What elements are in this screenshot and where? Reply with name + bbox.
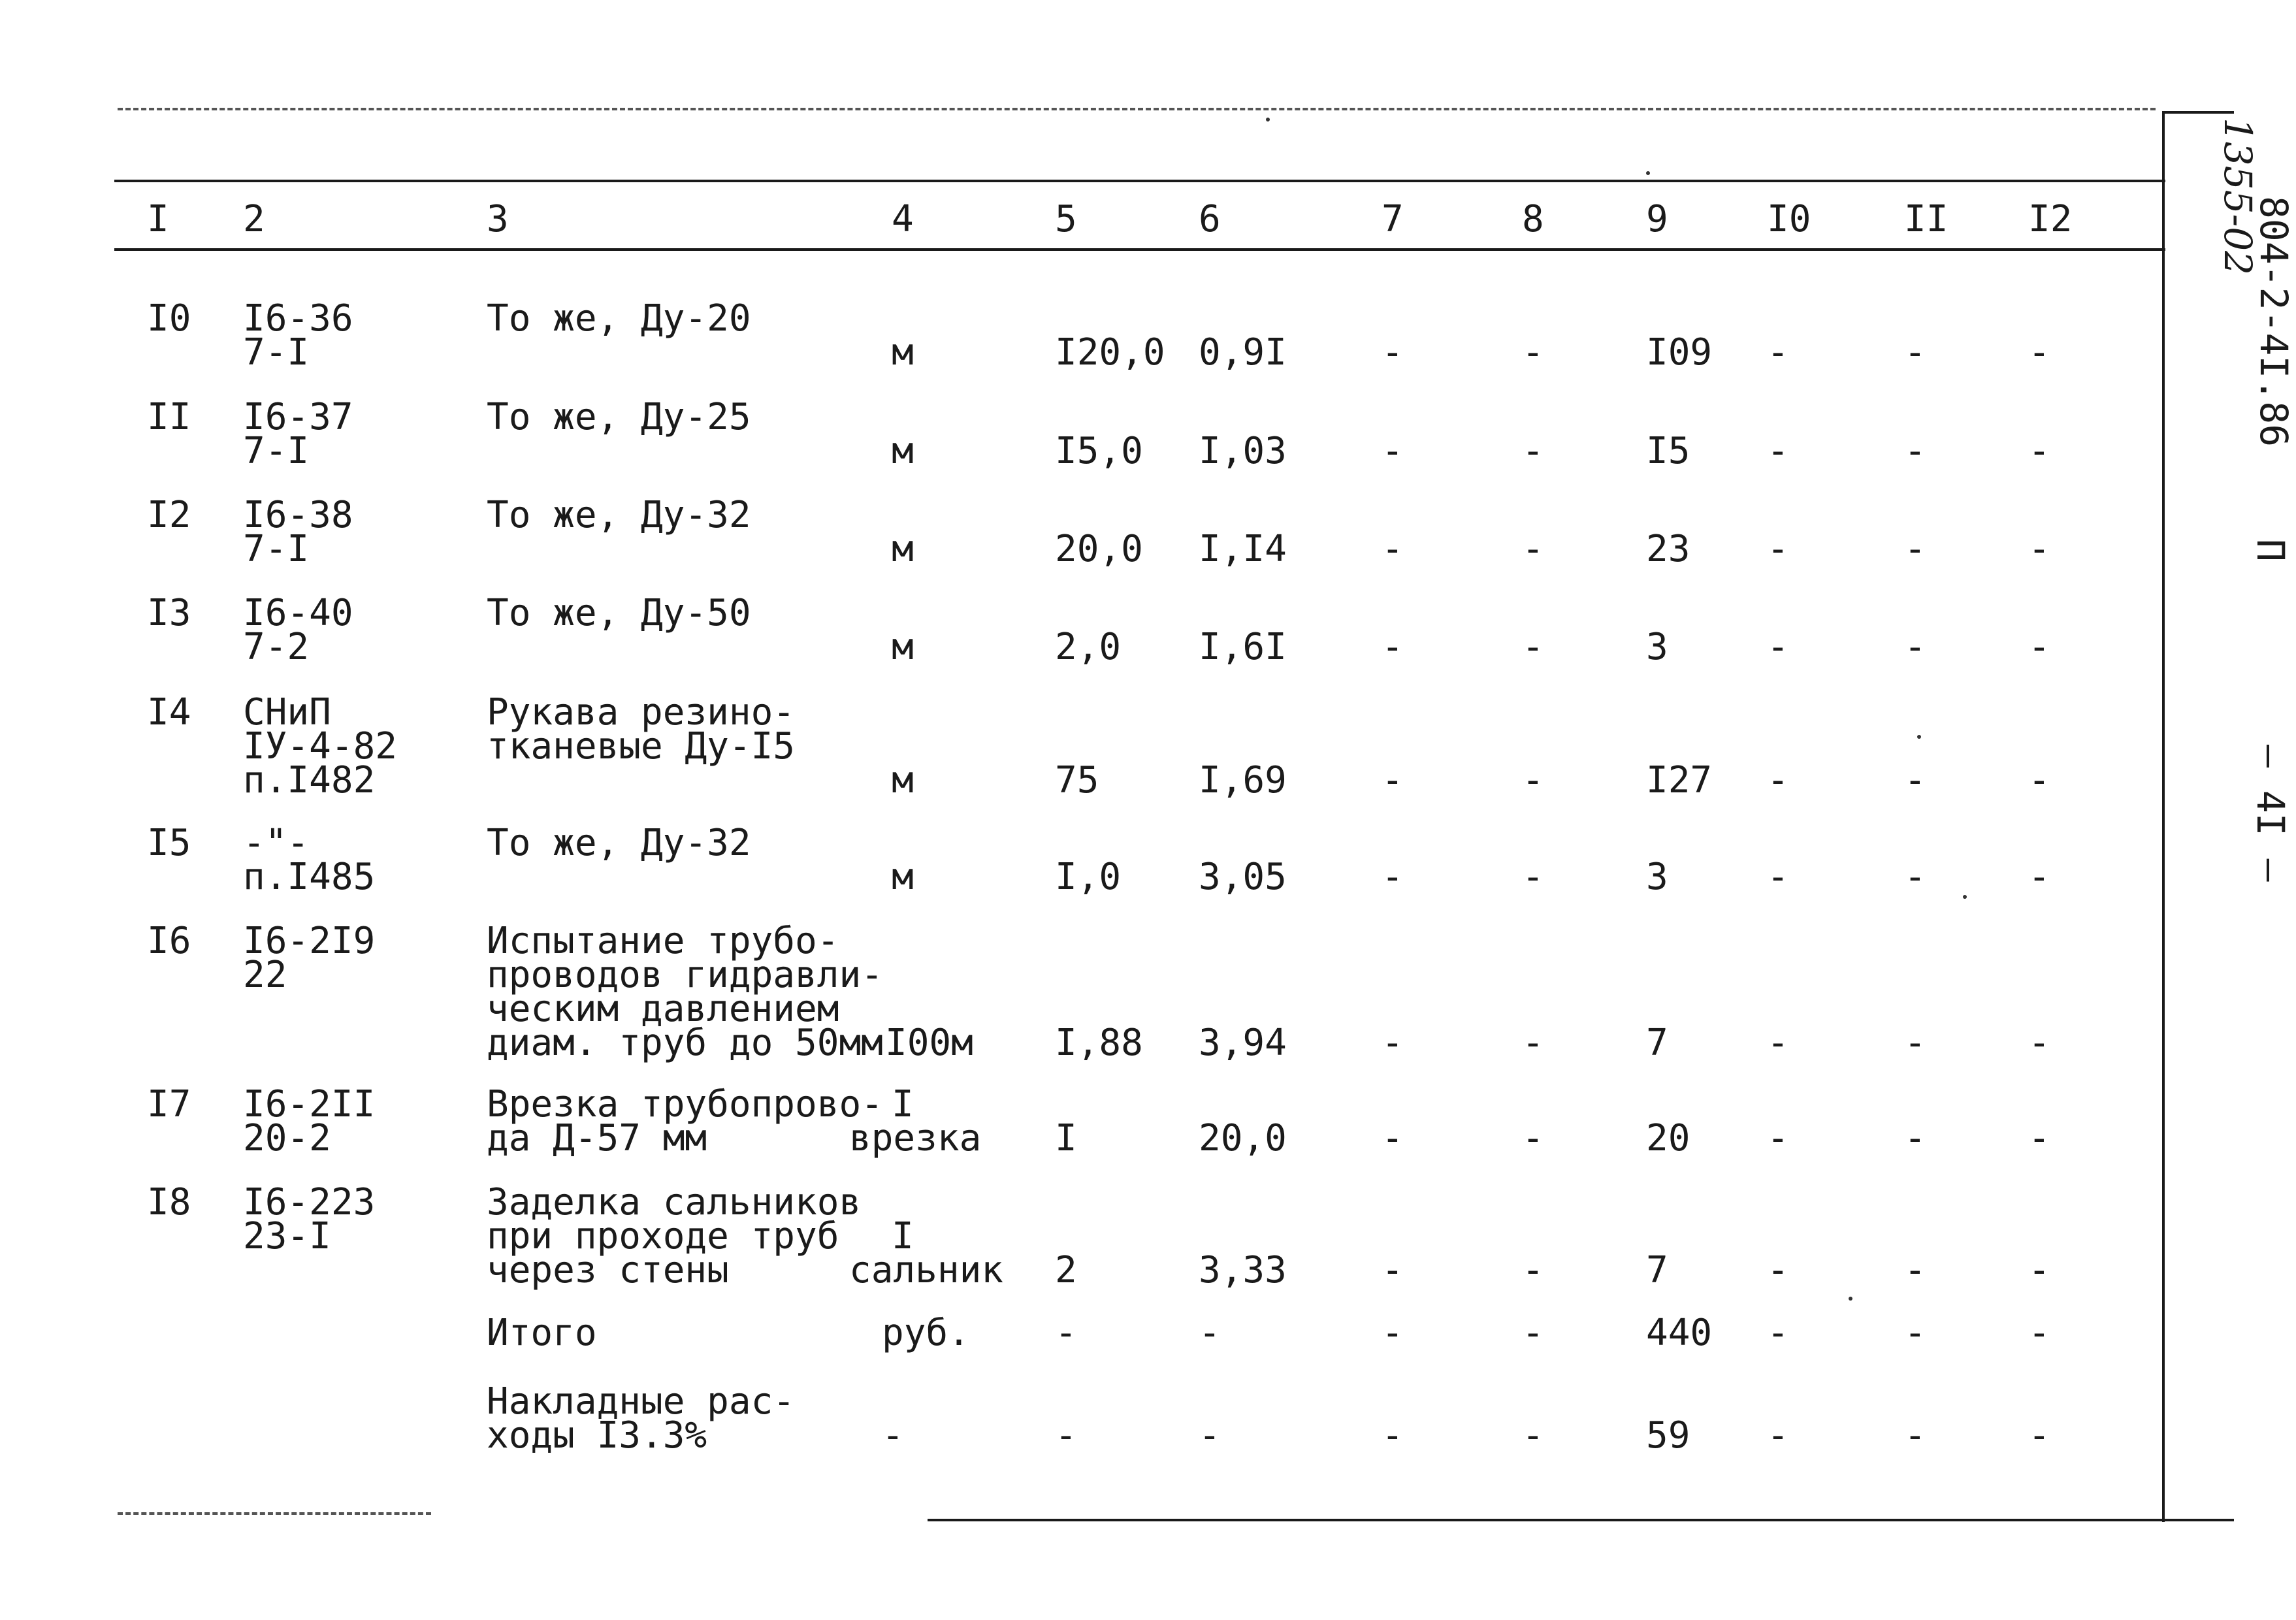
work-description: Врезка трубопрово- [487,1083,883,1126]
column-5-value: - [1055,1312,1077,1354]
column-header: I [147,198,169,240]
column-7-value: - [1382,759,1404,802]
header-top-rule [114,180,2165,182]
column-header: I2 [2028,198,2073,240]
column-header: 4 [892,198,914,240]
scan-speck [1917,735,1921,739]
column-5-value: 2 [1055,1249,1077,1291]
column-8-value: - [1522,1312,1544,1354]
column-12-value: - [2028,1312,2050,1354]
column-7-value: - [1382,1249,1404,1291]
rate-code: I6-37 [243,396,353,438]
scan-speck [1266,118,1270,122]
row-number: I4 [147,691,191,734]
column-11-value: - [1904,528,1926,570]
work-description: Испытание трубо- [487,920,839,962]
rate-code: 20-2 [243,1117,331,1159]
column-9-value: 3 [1646,626,1668,668]
bottom-border-right [928,1519,2162,1521]
column-9-value: 23 [1646,528,1690,570]
column-12-value: - [2028,430,2050,472]
column-7-value: - [1382,1117,1404,1159]
row-number: I6 [147,920,191,962]
column-8-value: - [1522,856,1544,898]
column-8-value: - [1522,626,1544,668]
column-10-value: - [1767,1022,1789,1064]
column-7-value: - [1382,430,1404,472]
column-header: 3 [487,198,509,240]
right-frame-line [2162,111,2165,1522]
row-number: I0 [147,297,191,340]
unit: I [892,1083,914,1126]
column-10-value: - [1767,856,1789,898]
column-11-value: - [1904,626,1926,668]
column-11-value: - [1904,1117,1926,1159]
work-description: Заделка сальников [487,1181,862,1223]
column-8-value: - [1522,759,1544,802]
unit: - [882,1414,904,1457]
unit: м [892,331,914,374]
work-description: Итого [487,1312,597,1354]
column-12-value: - [2028,759,2050,802]
column-5-value: I,88 [1055,1022,1143,1064]
work-description: Рукава резино- [487,691,796,734]
column-6-value: I,I4 [1199,528,1287,570]
rate-code: I6-38 [243,494,353,536]
column-12-value: - [2028,1117,2050,1159]
column-9-value: 59 [1646,1414,1690,1457]
unit: м [892,528,914,570]
column-7-value: - [1382,1414,1404,1457]
column-9-value: I09 [1646,331,1713,374]
column-5-value: I,0 [1055,856,1122,898]
column-11-value: - [1904,759,1926,802]
column-8-value: - [1522,1414,1544,1457]
column-10-value: - [1767,1414,1789,1457]
row-number: II [147,396,191,438]
column-header: 7 [1382,198,1404,240]
column-11-value: - [1904,1249,1926,1291]
rate-code: п.I485 [243,856,376,898]
column-11-value: - [1904,1312,1926,1354]
rate-code: СНиП [243,691,331,734]
column-8-value: - [1522,1117,1544,1159]
column-5-value: I [1055,1117,1077,1159]
column-header: 5 [1055,198,1077,240]
column-11-value: - [1904,1414,1926,1457]
column-9-value: 7 [1646,1249,1668,1291]
right-margin-top [2162,111,2234,114]
column-9-value: 7 [1646,1022,1668,1064]
handwritten-number: 1355-02 [2216,118,2260,276]
rate-code: I6-2II [243,1083,376,1126]
column-8-value: - [1522,1249,1544,1291]
column-6-value: I,69 [1199,759,1287,802]
column-7-value: - [1382,528,1404,570]
rate-code: 23-I [243,1215,331,1257]
column-10-value: - [1767,528,1789,570]
work-description: при проходе труб [487,1215,839,1257]
column-5-value: 20,0 [1055,528,1143,570]
column-10-value: - [1767,626,1789,668]
unit: врезка [849,1117,982,1159]
column-7-value: - [1382,1022,1404,1064]
row-number: I7 [147,1083,191,1126]
unit: м [892,626,914,668]
column-12-value: - [2028,528,2050,570]
column-5-value: - [1055,1414,1077,1457]
unit: I [892,1215,914,1257]
column-6-value: 3,33 [1199,1249,1287,1291]
column-6-value: - [1199,1312,1221,1354]
work-description: То же, Ду-20 [487,297,751,340]
column-header: 6 [1199,198,1221,240]
work-description: ческим давлением [487,988,839,1030]
column-10-value: - [1767,1117,1789,1159]
column-5-value: I20,0 [1055,331,1165,374]
column-6-value: I,03 [1199,430,1287,472]
column-6-value: - [1199,1414,1221,1457]
unit: I00м [885,1022,973,1064]
column-11-value: - [1904,331,1926,374]
row-number: I3 [147,592,191,634]
work-description: То же, Ду-50 [487,592,751,634]
right-margin-bottom [2162,1519,2234,1521]
rate-code: IУ-4-82 [243,725,398,768]
unit: руб. [882,1312,970,1354]
column-11-value: - [1904,856,1926,898]
column-12-value: - [2028,1249,2050,1291]
column-10-value: - [1767,1249,1789,1291]
work-description: тканевые Ду-I5 [487,725,796,768]
section-mark: П [2248,539,2293,562]
column-5-value: I5,0 [1055,430,1143,472]
rate-code: 22 [243,954,287,996]
column-11-value: - [1904,430,1926,472]
column-12-value: - [2028,331,2050,374]
column-10-value: - [1767,1312,1789,1354]
column-12-value: - [2028,1022,2050,1064]
rate-code: I6-40 [243,592,353,634]
column-5-value: 2,0 [1055,626,1122,668]
column-12-value: - [2028,856,2050,898]
column-header: 9 [1646,198,1668,240]
column-8-value: - [1522,331,1544,374]
work-description: То же, Ду-25 [487,396,751,438]
column-header: I0 [1767,198,1811,240]
column-9-value: 20 [1646,1117,1690,1159]
column-12-value: - [2028,1414,2050,1457]
unit: м [892,856,914,898]
column-6-value: 3,94 [1199,1022,1287,1064]
column-7-value: - [1382,1312,1404,1354]
work-description: проводов гидравли- [487,954,883,996]
column-9-value: 3 [1646,856,1668,898]
column-6-value: I,6I [1199,626,1287,668]
rate-code: 7-I [243,331,310,374]
work-description: То же, Ду-32 [487,822,751,864]
document-number: 804-2-4I.86 [2252,196,2296,447]
row-number: I2 [147,494,191,536]
column-header: 8 [1522,198,1544,240]
row-number: I5 [147,822,191,864]
column-5-value: 75 [1055,759,1099,802]
work-description: ходы I3.3% [487,1414,707,1457]
page-number: — 4I — [2248,745,2293,882]
scan-speck [1646,171,1650,175]
unit: м [892,430,914,472]
rate-code: I6-36 [243,297,353,340]
column-7-value: - [1382,856,1404,898]
column-header: II [1904,198,1948,240]
unit: сальник [849,1249,1004,1291]
bottom-border-left [118,1512,431,1515]
scan-speck [1963,895,1967,899]
work-description: диам. труб до 50мм [487,1022,883,1064]
column-12-value: - [2028,626,2050,668]
column-8-value: - [1522,430,1544,472]
column-10-value: - [1767,430,1789,472]
column-8-value: - [1522,1022,1544,1064]
rate-code: I6-2I9 [243,920,376,962]
column-6-value: 20,0 [1199,1117,1287,1159]
work-description: Накладные рас- [487,1380,796,1423]
row-number: I8 [147,1181,191,1223]
top-dashed-border [118,108,2156,110]
work-description: через стены [487,1249,729,1291]
rate-code: 7-I [243,528,310,570]
column-6-value: 0,9I [1199,331,1287,374]
column-7-value: - [1382,331,1404,374]
column-9-value: I27 [1646,759,1713,802]
column-10-value: - [1767,331,1789,374]
column-7-value: - [1382,626,1404,668]
header-bottom-rule [114,248,2165,251]
column-8-value: - [1522,528,1544,570]
column-header: 2 [243,198,265,240]
rate-code: п.I482 [243,759,376,802]
column-6-value: 3,05 [1199,856,1287,898]
rate-code: I6-223 [243,1181,376,1223]
work-description: То же, Ду-32 [487,494,751,536]
column-9-value: 440 [1646,1312,1713,1354]
rate-code: -"- [243,822,310,864]
rate-code: 7-I [243,430,310,472]
column-9-value: I5 [1646,430,1690,472]
column-10-value: - [1767,759,1789,802]
rate-code: 7-2 [243,626,310,668]
unit: м [892,759,914,802]
column-11-value: - [1904,1022,1926,1064]
scan-speck [1849,1297,1852,1301]
work-description: да Д-57 мм [487,1117,707,1159]
